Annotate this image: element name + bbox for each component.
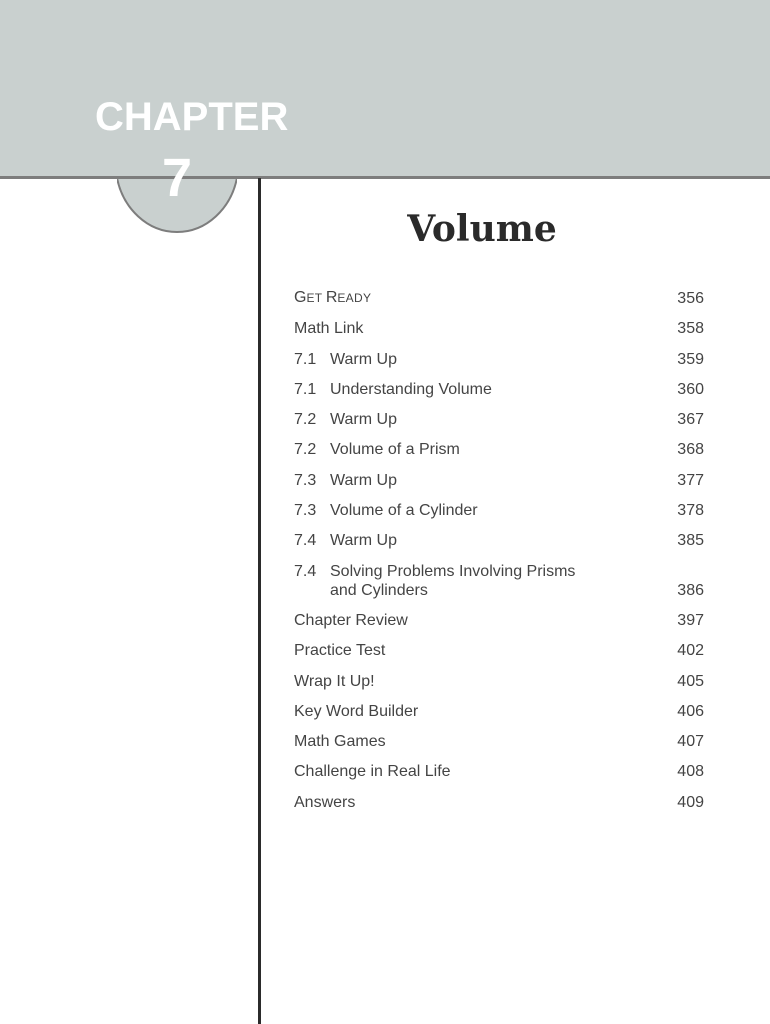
toc-page: 356 [677, 290, 704, 307]
toc-row[interactable] [294, 440, 704, 459]
toc-page: 386 [677, 581, 704, 599]
toc-page: 368 [677, 441, 704, 459]
chapter-label: CHAPTER [95, 95, 289, 139]
toc-section-number: 7.1 [294, 380, 317, 398]
toc-page: 406 [677, 702, 704, 720]
toc-row[interactable] [294, 702, 704, 721]
toc-page: 358 [677, 320, 704, 338]
toc-page: 397 [677, 611, 704, 629]
toc-page: 360 [677, 380, 704, 398]
toc-row[interactable] [294, 793, 704, 812]
toc-label: Practice Test [294, 642, 386, 660]
toc-label: Key Word Builder [294, 702, 419, 720]
toc-label: Wrap It Up! [294, 672, 375, 690]
toc-label: Warm Up [330, 411, 397, 429]
toc-page: 409 [677, 793, 704, 811]
toc-page: 377 [677, 471, 704, 489]
toc-section-number: 7.4 [294, 562, 317, 580]
toc-page: 408 [677, 763, 704, 781]
toc-row[interactable] [294, 611, 704, 630]
toc-row[interactable] [294, 288, 704, 308]
toc-label: Chapter Review [294, 611, 408, 629]
toc-row[interactable] [294, 762, 704, 781]
toc-page: 378 [677, 502, 704, 520]
toc-label-get-ready: GET READY [294, 289, 372, 306]
toc-label: Math Games [294, 733, 386, 751]
toc-row[interactable] [294, 501, 704, 520]
table-of-contents [294, 288, 704, 823]
toc-row[interactable] [294, 350, 704, 369]
toc-label: Volume of a Prism [330, 441, 460, 459]
toc-section-number: 7.3 [294, 502, 317, 520]
toc-label: Math Link [294, 320, 364, 338]
toc-section-number: 7.1 [294, 350, 317, 368]
toc-row[interactable] [294, 641, 704, 660]
toc-page: 359 [677, 350, 704, 368]
toc-row[interactable] [294, 672, 704, 691]
chapter-title: Volume [407, 208, 557, 250]
toc-page: 385 [677, 532, 704, 550]
toc-row[interactable] [294, 380, 704, 399]
toc-section-number: 7.3 [294, 471, 317, 489]
toc-label: Answers [294, 793, 356, 811]
toc-label-line2: and Cylinders [330, 581, 428, 599]
toc-label: Warm Up [330, 471, 397, 489]
toc-label: Warm Up [330, 532, 397, 550]
toc-label: Warm Up [330, 350, 397, 368]
toc-row[interactable] [294, 319, 704, 338]
toc-label: Volume of a Cylinder [330, 502, 478, 520]
toc-page: 402 [677, 642, 704, 660]
toc-row[interactable] [294, 531, 704, 550]
toc-label [330, 562, 664, 600]
chapter-number: 7 [161, 148, 193, 208]
toc-row[interactable] [294, 732, 704, 751]
toc-page: 405 [677, 672, 704, 690]
toc-section-number: 7.2 [294, 411, 317, 429]
toc-row[interactable] [294, 562, 704, 600]
toc-page: 367 [677, 411, 704, 429]
toc-row[interactable] [294, 410, 704, 429]
vertical-divider [258, 178, 261, 1024]
toc-row[interactable] [294, 471, 704, 490]
toc-section-number: 7.4 [294, 532, 317, 550]
toc-label: Understanding Volume [330, 380, 492, 398]
toc-label: Challenge in Real Life [294, 763, 451, 781]
toc-page: 407 [677, 733, 704, 751]
toc-section-number: 7.2 [294, 441, 317, 459]
toc-label-line1: Solving Problems Involving Prisms [330, 562, 576, 580]
